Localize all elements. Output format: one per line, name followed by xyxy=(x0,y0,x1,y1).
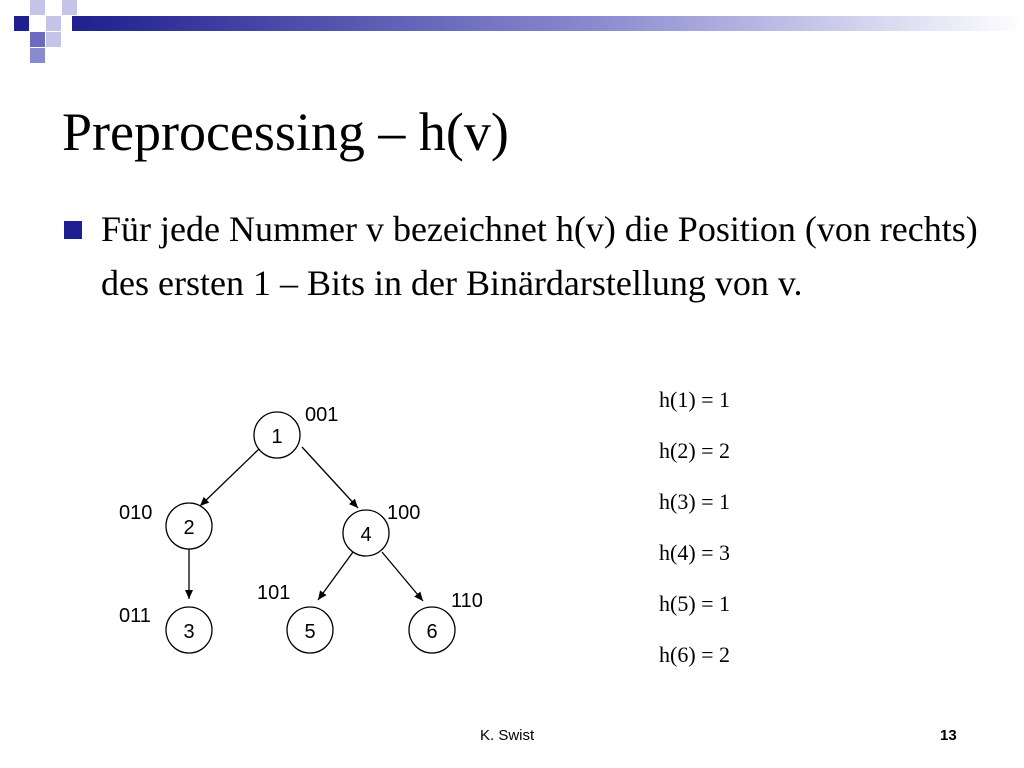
node-label: 1 xyxy=(271,426,283,448)
node-label: 2 xyxy=(183,517,195,539)
edge-1-4 xyxy=(302,447,358,508)
h-value-item: h(5) = 1 xyxy=(659,591,731,616)
h-value-item: h(4) = 3 xyxy=(659,540,731,565)
h-value-item: h(1) = 1 xyxy=(659,387,731,412)
h-value-item: h(2) = 2 xyxy=(659,438,731,463)
bullet-text: Für jede Nummer v bezeichnet h(v) die Position (von rechts) des ersten 1 – Bits in der Binärdarstellung von v. xyxy=(101,209,978,303)
edge-4-5 xyxy=(318,552,353,600)
edge-4-6 xyxy=(382,552,423,601)
node-label: 4 xyxy=(360,524,372,546)
slide-title: Preprocessing – h(v) xyxy=(62,102,509,162)
footer-author: K. Swist xyxy=(480,727,535,744)
h-value-list xyxy=(659,385,730,691)
binary-label: 110 xyxy=(451,590,483,612)
node-label: 5 xyxy=(304,621,316,643)
node-label: 6 xyxy=(426,621,438,643)
tree-edges xyxy=(189,447,423,601)
h-value-item: h(6) = 2 xyxy=(659,642,731,667)
h-value-item: h(3) = 1 xyxy=(659,489,731,514)
binary-label: 010 xyxy=(119,502,153,524)
tree-nodes xyxy=(166,412,455,653)
binary-label: 001 xyxy=(305,404,339,426)
edge-1-2 xyxy=(200,449,259,506)
page-number: 13 xyxy=(940,727,957,744)
binary-label: 101 xyxy=(257,582,291,604)
binary-label: 011 xyxy=(119,605,151,627)
binary-label: 100 xyxy=(387,502,421,524)
node-label: 3 xyxy=(183,621,195,643)
